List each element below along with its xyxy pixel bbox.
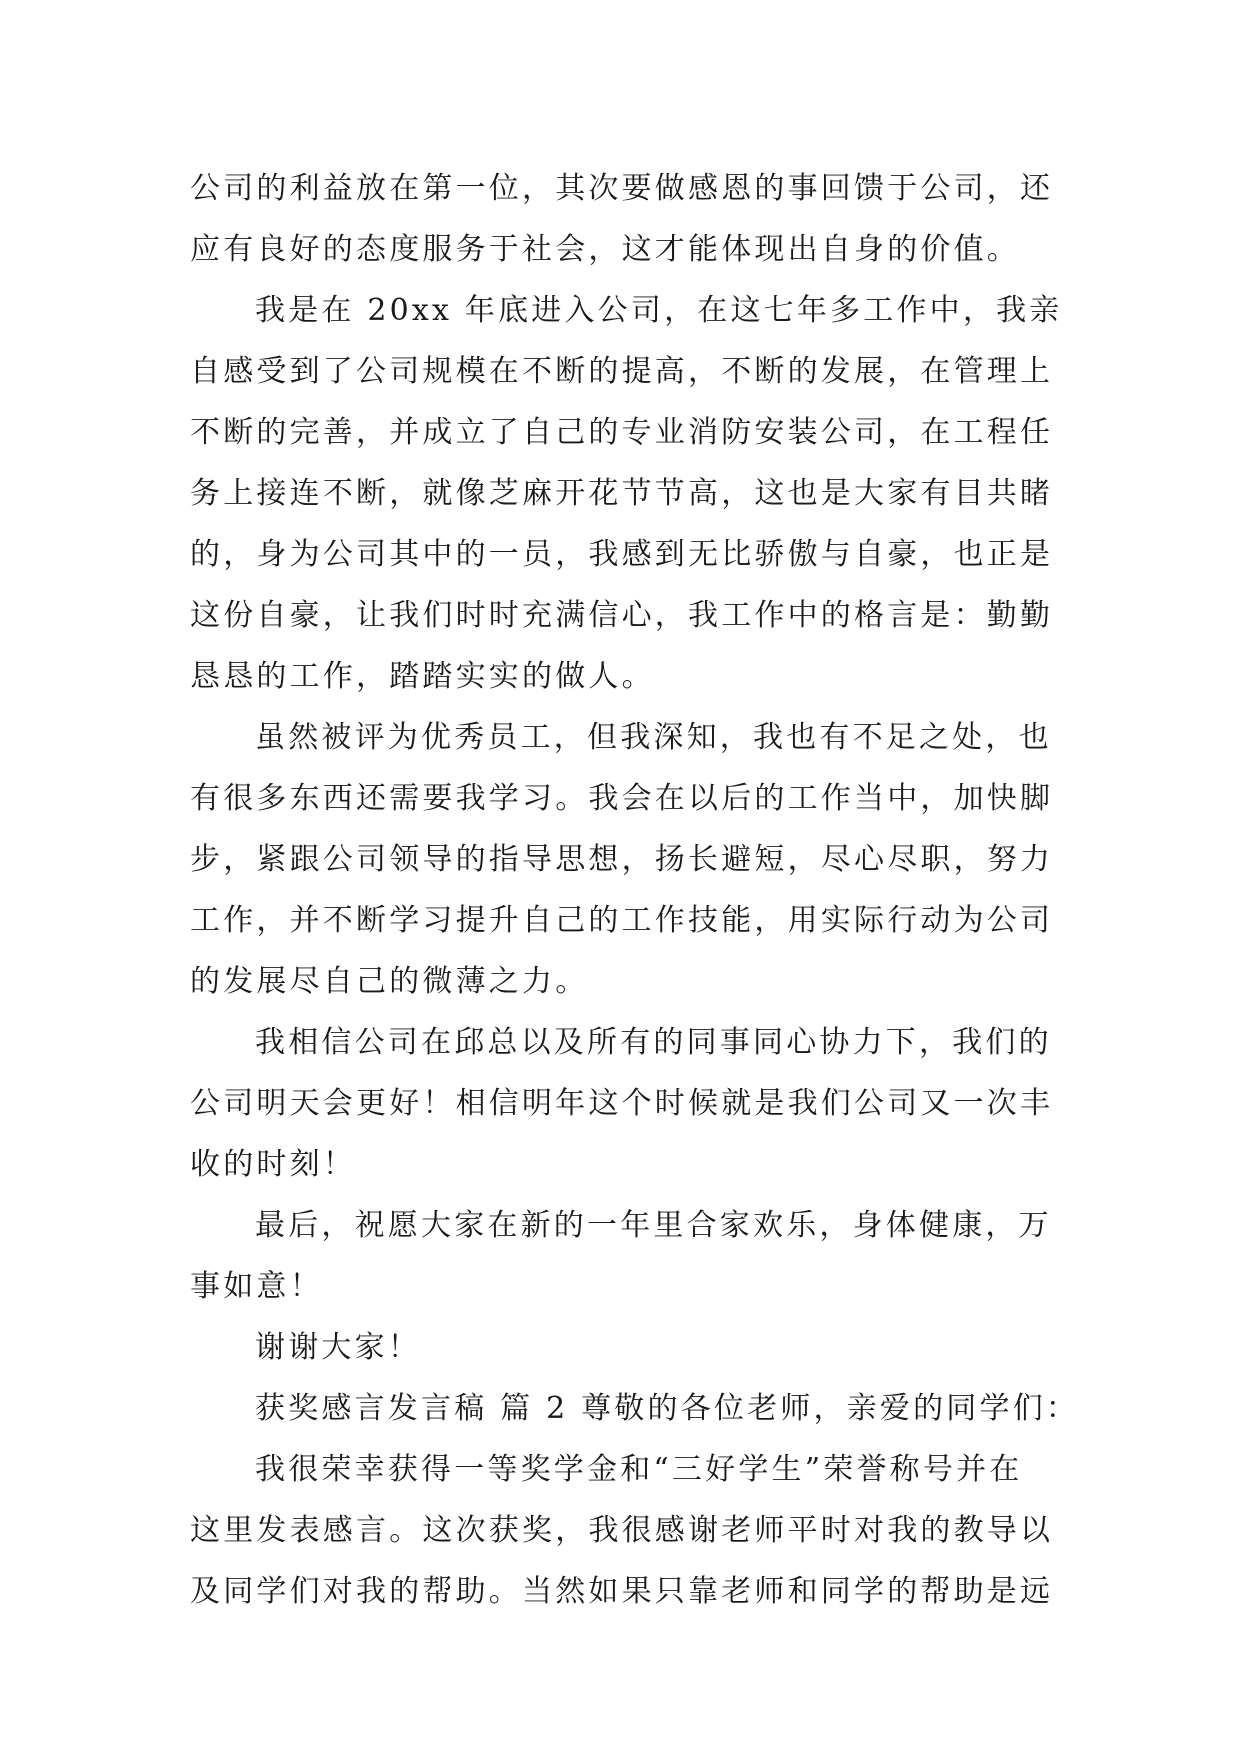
text-line: 务上接连不断，就像芝麻开花节节高，这也是大家有目共睹	[190, 476, 1054, 511]
text-line: 这里发表感言。这次获奖，我很感谢老师平时对我的教导以	[190, 1513, 1054, 1548]
text-line: 我很荣幸获得一等奖学金和“三好学生”荣誉称号并在	[255, 1452, 1023, 1487]
text-line: 工作，并不断学习提升自己的工作技能，用实际行动为公司	[190, 903, 1054, 938]
text-line: 事如意！	[190, 1269, 323, 1304]
text-line: 我相信公司在邱总以及所有的同事同心协力下，我们的	[255, 1025, 1052, 1060]
document-body	[190, 158, 1080, 1622]
text-line: 自感受到了公司规模在不断的提高，不断的发展，在管理上	[190, 354, 1054, 389]
text-line: 虽然被评为优秀员工，但我深知，我也有不足之处，也	[255, 720, 1052, 755]
text-line: 恳恳的工作，踏踏实实的做人。	[190, 659, 655, 694]
text-line: 不断的完善，并成立了自己的专业消防安装公司，在工程任	[190, 415, 1054, 450]
text-line: 及同学们对我的帮助。当然如果只靠老师和同学的帮助是远	[190, 1574, 1054, 1609]
text-line: 步，紧跟公司领导的指导思想，扬长避短，尽心尽职，努力	[190, 842, 1054, 877]
text-line: 获奖感言发言稿 篇 2 尊敬的各位老师，亲爱的同学们：	[255, 1391, 1080, 1426]
text-line: 有很多东西还需要我学习。我会在以后的工作当中，加快脚	[190, 781, 1054, 816]
text-line: 收的时刻！	[190, 1147, 356, 1182]
text-line: 这份自豪，让我们时时充满信心，我工作中的格言是：勤勤	[190, 598, 1054, 633]
text-line: 公司明天会更好！相信明年这个时候就是我们公司又一次丰	[190, 1086, 1054, 1121]
text-line: 公司的利益放在第一位，其次要做感恩的事回馈于公司，还	[190, 171, 1054, 206]
text-line: 最后，祝愿大家在新的一年里合家欢乐，身体健康，万	[255, 1208, 1052, 1243]
text-line: 的发展尽自己的微薄之力。	[190, 964, 589, 999]
text-line: 的，身为公司其中的一员，我感到无比骄傲与自豪，也正是	[190, 537, 1054, 572]
text-line: 谢谢大家！	[255, 1330, 421, 1365]
text-line: 应有良好的态度服务于社会，这才能体现出自身的价值。	[190, 232, 1020, 267]
text-line: 我是在 20xx 年底进入公司，在这七年多工作中，我亲	[255, 293, 1063, 328]
